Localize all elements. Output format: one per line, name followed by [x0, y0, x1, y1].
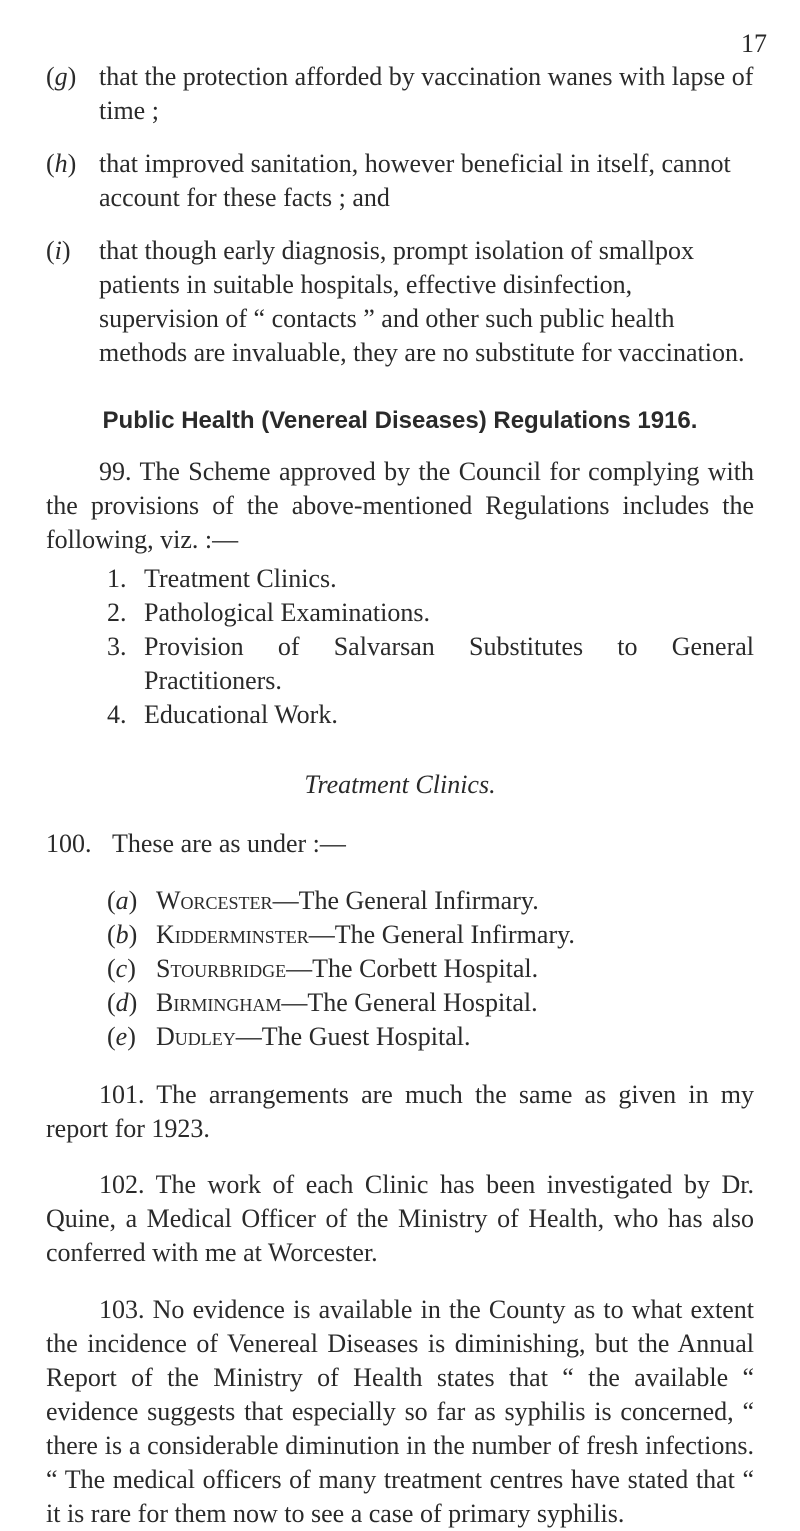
section-heading: Public Health (Venereal Diseases) Regulations 1916.: [102, 407, 698, 434]
paragraph-number: 101.: [99, 1080, 145, 1109]
clinic-item: [107, 918, 754, 952]
paragraph-99: [46, 455, 754, 557]
clinic-label: (e): [107, 1022, 136, 1051]
clinic-item: [107, 952, 754, 986]
clause-label: (g): [46, 62, 77, 91]
paragraph-text: The arrangements are much the same as given in my report for 1923.: [46, 1080, 754, 1143]
clinic-item: [107, 884, 754, 918]
list-text: Educational Work.: [144, 700, 338, 729]
list-number: 1.: [107, 564, 127, 593]
clause-label: (i): [46, 236, 71, 265]
clause-text: that though early diagnosis, prompt isolation of smallpox patients in suitable hospitals, effective disinfection, supervision of “ contacts ” and other such public health methods are invaluable, they are no substitute for vaccination.: [99, 236, 745, 367]
clinic-label: (d): [107, 988, 138, 1017]
paragraph-101: [46, 1078, 754, 1146]
clinic-label: (c): [107, 954, 136, 983]
list-item: [107, 698, 754, 732]
paragraph-number: 99.: [99, 457, 132, 486]
clause-i: [46, 234, 754, 370]
clause-label: (h): [46, 149, 77, 178]
clause-g: [46, 60, 754, 128]
list-item: [107, 562, 754, 596]
list-item: [107, 630, 754, 698]
paragraph-text: The work of each Clinic has been investigated by Dr. Quine, a Medical Officer of the Ministry of Health, who has also conferred with me at Worcester.: [46, 1170, 755, 1267]
list-item: [107, 596, 754, 630]
clinic-hospital: —The Guest Hospital.: [235, 1022, 471, 1051]
clinic-item: [107, 1020, 754, 1054]
clinic-hospital: —The General Hospital.: [281, 988, 538, 1017]
clause-h: [46, 147, 754, 215]
list-number: 3.: [107, 632, 127, 661]
list-number: 2.: [107, 598, 127, 627]
clinic-label: (a): [107, 886, 138, 915]
clinic-hospital: —The Corbett Hospital.: [286, 954, 539, 983]
clinic-town: Kidderminster: [156, 920, 309, 949]
paragraph-102: [46, 1168, 754, 1270]
clinic-item: [107, 986, 754, 1020]
clinic-town: Worcester: [156, 886, 273, 915]
clinic-town: Dudley: [156, 1022, 236, 1051]
clinic-town: Stourbridge: [156, 954, 287, 983]
clinic-town: Birmingham: [156, 988, 282, 1017]
paragraph-100: [46, 827, 346, 861]
subheading: Treatment Clinics.: [304, 770, 496, 799]
paragraph-number: 100.: [46, 829, 92, 858]
clause-text: that the protection afforded by vaccination wanes with lapse of time ;: [99, 62, 754, 125]
list-text: Provision of Salvarsan Substitutes to General Practitioners.: [144, 632, 754, 695]
clinic-hospital: —The General Infirmary.: [308, 920, 575, 949]
list-number: 4.: [107, 700, 127, 729]
paragraph-number: 102.: [99, 1170, 145, 1199]
paragraph-number: 103.: [99, 1295, 145, 1324]
list-text: Pathological Examinations.: [144, 598, 430, 627]
clinic-label: (b): [107, 920, 138, 949]
paragraph-103: [46, 1293, 754, 1531]
paragraph-text: The Scheme approved by the Council for complying with the provisions of the above-mentioned Regulations includes the following, viz. :—: [46, 457, 754, 554]
page-number: 17: [741, 29, 767, 58]
clinic-hospital: —The General Infirmary.: [272, 886, 539, 915]
clause-text: that improved sanitation, however beneficial in itself, cannot account for these facts ; and: [99, 149, 731, 212]
paragraph-text: These are as under :—: [112, 829, 346, 858]
list-text: Treatment Clinics.: [144, 564, 337, 593]
paragraph-text: No evidence is available in the County as to what extent the incidence of Venereal Diseases is diminishing, but the Annual Report of the Ministry of Health states that “ the available “ evidence suggests that especially so far as syphilis is concerned, “ there is a considerable diminution in the number of fresh infections. “ The medical officers of many treatment centres have stated that “ it is rare for them now to see a case of primary syphilis.: [46, 1295, 754, 1528]
